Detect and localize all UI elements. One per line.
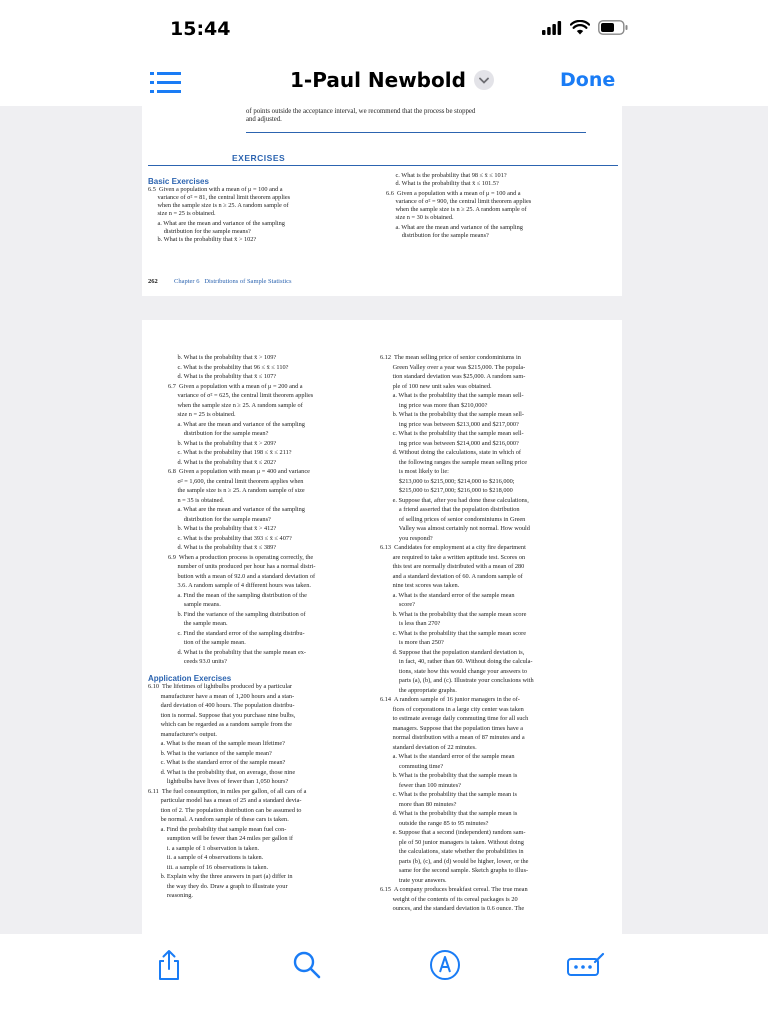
page-text-line: 6.7 Given a population with a mean of μ = 200 and a [168, 382, 303, 390]
document-viewer[interactable] [0, 106, 768, 934]
bottom-toolbar [0, 934, 768, 1024]
page-text-line: are required to take a written aptitude test. Scores on [380, 553, 526, 561]
page-text-line: $215,000 to $217,000; $216,000 to $218,000 [380, 487, 513, 494]
page-text-line: variance of σ² = 900, the central limit theorem applies [386, 198, 532, 205]
chapter-footer: Chapter 6 Distributions of Sample Statistics [174, 278, 292, 285]
page-text-line: c. What is the standard error of the sample mean? [148, 759, 286, 766]
page-text-line: and a standard deviation of 60. A random sample of [380, 572, 523, 580]
page-text-line: the following ranges the sample mean selling price [380, 458, 528, 466]
page-text-line: the way they do. Draw a graph to illustrate your [148, 882, 288, 890]
page-text-line: c. What is the probability that 198 ≤ x̄ ≤ 211? [168, 449, 292, 456]
page-text-line: the calculations, state whether the probabilities in [380, 848, 524, 855]
page-text-line: b. Find the variance of the sampling distribution of [168, 610, 306, 618]
page-text-line: 6.13 Candidates for employment at a city fire department [380, 544, 526, 551]
page-text-line: b. What is the probability that the sample mean sell- [380, 411, 524, 418]
page-text-line: c. What is the probability that the sample mean score [380, 629, 527, 637]
page-text-line: tions, state how this would change your answers to [380, 667, 528, 675]
page-text-line: score? [380, 601, 415, 608]
share-icon [156, 949, 182, 981]
page-text-line: 6.8 Given a population with mean μ = 400 and variance [168, 468, 310, 475]
page-text-line: tion of the sample mean. [168, 639, 246, 646]
page-text-line: tion of 2. The population distribution can be assumed to [148, 806, 302, 814]
page-text-line: sample means. [168, 601, 221, 608]
page-text-line: more than 80 minutes? [380, 800, 457, 808]
page-text-line: commuting time? [380, 762, 444, 770]
page-text-line: d. What is the probability that the sample mean ex- [168, 648, 307, 656]
page-text-line: b. What is the probability that the sample mean score [380, 610, 527, 618]
divider [148, 165, 618, 166]
page-text-line: a. What are the mean and variance of the sampling [148, 220, 285, 227]
status-icons [542, 20, 628, 35]
page-text-line: a. Find the probability that sample mean fuel con- [148, 825, 287, 833]
page-text-line: weight of the contents of its cereal packages is 20 [380, 895, 518, 903]
page-text-line: particular model has a mean of 25 and a standard devia- [148, 797, 302, 804]
page-text-line: same for the second sample. Sketch graphs to illus- [380, 867, 529, 874]
battery-icon [598, 20, 628, 35]
page-text-line: in fact, 40, rather than 60. Without doing the calcula- [380, 658, 533, 665]
navigation-bar [0, 60, 768, 106]
page-text-line: c. What is the probability that 96 ≤ x̄ ≤ 110? [168, 363, 289, 371]
page-text-line: reasoning. [148, 892, 193, 899]
page-text-line: ple of 50 junior managers is taken. Without doing [380, 838, 524, 846]
page-text-line: 6.9 When a production process is operating correctly, the [168, 553, 314, 561]
page-text-line: lightbulbs have lives of fewer than 1,050 hours? [148, 778, 289, 785]
page-text-line: d. What is the probability that x̄ ≤ 389? [168, 544, 277, 551]
page-text-line: distribution for the sample means? [386, 232, 489, 239]
page-text-line: 6.5 Given a population with a mean of μ = 100 and a [148, 186, 283, 193]
page-text-line: 6.15 A company produces breakfast cereal. The true mean [380, 886, 528, 893]
page-text-line: b. What is the probability that x̄ > 412? [168, 525, 277, 532]
page-text-line: this test are normally distributed with a mean of 280 [380, 563, 525, 570]
page-text-line: when the sample size n ≥ 25. A random sample of [168, 401, 303, 409]
page-text-line: ing price was more than $210,000? [380, 401, 488, 409]
done-button[interactable]: Done [560, 69, 616, 91]
page-text-line: d. What is the probability that x̄ ≤ 101.5? [386, 180, 499, 187]
page-text-line: a. What is the mean of the sample mean lifetime? [148, 740, 285, 747]
page-text-line: variance of σ² = 81, the central limit theorem applies [148, 194, 291, 201]
page-text-line: you respond? [380, 534, 433, 542]
page-text-line: b. Explain why the three answers in part (a) differ in [148, 873, 293, 880]
page-text-line: c. What is the probability that the sample mean is [380, 791, 517, 798]
page-text-line: a. What are the mean and variance of the sampling [168, 420, 305, 428]
page-text-line: parts (b), (c), and (d) would be higher, lower, or the [380, 857, 529, 865]
page-text-line: of points outside the acceptance interval, we recommend that the process be stopped [246, 108, 476, 115]
page-text-line: tion standard deviation was $25,000. A random sam- [380, 373, 526, 380]
page-text-line: e. Suppose that, after you had done these calculations, [380, 496, 529, 504]
page-text-line: σ² = 1,600, the central limit theorem applies when [168, 477, 304, 485]
page-text-line: b. What is the probability that x̄ > 109? [168, 354, 277, 361]
page-text-line: of selling prices of senior condominiums in Green [380, 515, 526, 523]
page-text-line: tion is normal. Suppose that you purchase nine bulbs, [148, 711, 296, 719]
page-text-line: the sample size is n ≥ 25. A random sample of size [168, 487, 305, 494]
page-text-line: standard deviation of 22 minutes. [380, 743, 477, 751]
page-text-line: a. What is the probability that the sample mean sell- [380, 392, 524, 399]
page-text-line: Valley was almost certainly not normal. How would [380, 525, 530, 532]
page-text-line: 3.6. A random sample of 4 different hours was taken. [168, 582, 311, 589]
status-bar [0, 0, 768, 60]
outline-list-button[interactable] [148, 68, 184, 98]
page-text-line: d. What is the probability that x̄ ≤ 202? [168, 458, 277, 466]
page-text-line: the sample mean. [168, 620, 228, 627]
page-text-line: d. Without doing the calculations, state in which of [380, 449, 521, 456]
cellular-signal-icon [542, 21, 562, 35]
page-text-line: distribution for the sample means? [148, 228, 251, 235]
page-text-line: variance of σ² = 625, the central limit theorem applies [168, 392, 314, 399]
page-text-line: c. What is the probability that 98 ≤ x̄ ≤ 101? [386, 172, 507, 179]
page-text-line: which can be regarded as a random sample from the [148, 721, 292, 728]
page-text-line: 6.6 Given a population with a mean of μ = 100 and a [386, 190, 521, 197]
page-text-line: iii. a sample of 16 observations is taken. [148, 863, 269, 871]
share-button[interactable] [152, 948, 186, 982]
markup-button[interactable] [428, 948, 462, 982]
page-text-line: c. Find the standard error of the sampling distribu- [168, 629, 305, 637]
page-text-line: a friend asserted that the population distribution [380, 506, 520, 513]
list-icon [148, 68, 184, 98]
page-text-line: outside the range 85 to 95 minutes? [380, 819, 489, 827]
page-text-line: when the sample size is n ≥ 25. A random sample of [148, 202, 289, 209]
page-text-line: is less than 270? [380, 620, 441, 627]
page-text-line: ounces, and the standard deviation is 0.6 ounce. The [380, 905, 525, 912]
pdf-page-262 [142, 106, 622, 296]
chevron-down-icon [474, 70, 494, 90]
page-text-line: sumption will be fewer than 24 miles per gallon if [148, 835, 293, 842]
application-exercises-heading: Application Exercises [148, 674, 232, 683]
exercises-heading: EXERCISES [232, 153, 286, 163]
page-number: 262 [148, 278, 158, 285]
status-time: 15:44 [170, 18, 231, 40]
page-text-line: ceeds 93.0 units? [168, 658, 227, 665]
page-text-line: a. What are the mean and variance of the sampling [386, 224, 523, 231]
wifi-icon [570, 20, 590, 35]
divider [246, 132, 586, 133]
page-text-line: Green Valley over a year was $215,000. The popula- [380, 363, 526, 371]
page-text-line: 6.10 The lifetimes of lightbulbs produced by a particular [148, 683, 292, 690]
page-text-line: d. What is the probability that, on average, those nine [148, 768, 296, 776]
document-title: 1-Paul Newbold [290, 68, 466, 92]
pdf-page-263 [142, 320, 622, 934]
basic-exercises-heading: Basic Exercises [148, 177, 209, 186]
document-title-menu[interactable] [290, 68, 494, 92]
page-text-line: be normal. A random sample of these cars is taken. [148, 816, 289, 823]
page-text-line: d. Suppose that the population standard deviation is, [380, 648, 525, 656]
page-text-line: dard deviation of 400 hours. The population distribu- [148, 702, 295, 709]
page-text-line: a. What is the standard error of the sample mean [380, 591, 515, 599]
page-text-line: size n = 30 is obtained. [386, 214, 454, 221]
page-text-line: a. What is the standard error of the sample mean [380, 753, 515, 760]
search-icon [292, 950, 322, 980]
page-text-line: c. What is the probability that the sample mean sell- [380, 430, 524, 437]
page-text-line: is most likely to lie: [380, 468, 449, 475]
page-text-line: manufacturer have a mean of 1,200 hours and a stan- [148, 692, 295, 700]
page-text-line: ing price was between $213,000 and $217,000? [380, 420, 519, 428]
page-text-line: fices of corporations in a large city center was taken [380, 705, 524, 713]
search-button[interactable] [290, 948, 324, 982]
page-text-line: when the sample size is n ≥ 25. A random sample of [386, 206, 527, 213]
page-text-line: is more than 250? [380, 639, 444, 646]
page-text-line: managers. Suppose that the population times have a [380, 724, 524, 732]
page-text-line: normal distribution with a mean of 87 minutes and a [380, 734, 525, 741]
page-text-line: size n = 25 is obtained. [148, 210, 216, 217]
page-text-line: b. What is the probability that the sample mean is [380, 772, 518, 779]
page-text-line: distribution for the sample mean? [168, 430, 269, 437]
page-text-line: manufacturer's output. [148, 730, 217, 738]
page-text-line: b. What is the variance of the sample mean? [148, 749, 272, 757]
page-text-line: trate your answers. [380, 876, 447, 884]
page-text-line: number of units produced per hour has a normal distri- [168, 563, 316, 570]
page-text-line: and adjusted. [246, 116, 282, 123]
page-text-line: 6.12 The mean selling price of senior condominiums in [380, 354, 521, 361]
more-button[interactable] [566, 948, 606, 982]
page-text-line: nine test scores was taken. [380, 582, 460, 589]
page-text-line: bution with a mean of 92.0 and a standard deviation of [168, 572, 316, 580]
page-text-line: d. What is the probability that the sample mean is [380, 810, 518, 817]
page-text-line: i. a sample of 1 observation is taken. [148, 844, 260, 852]
page-text-line: parts (a), (b), and (c). Illustrate your conclusions with [380, 677, 534, 684]
page-text-line: 6.14 A random sample of 16 junior managers in the of- [380, 696, 520, 703]
page-text-line: size n = 25 is obtained. [168, 411, 236, 418]
markup-icon [429, 949, 461, 981]
page-text-line: to estimate average daily commuting time for all such [380, 715, 529, 722]
page-text-line: fewer than 100 minutes? [380, 781, 461, 789]
page-text-line: e. Suppose that a second (independent) random sam- [380, 829, 526, 836]
page-text-line: distribution for the sample means? [168, 515, 271, 523]
page-text-line: ii. a sample of 4 observations is taken. [148, 854, 264, 861]
page-text-line: 6.11 The fuel consumption, in miles per gallon, of all cars of a [148, 787, 307, 795]
page-text-line: d. What is the probability that x̄ ≤ 107? [168, 373, 277, 380]
page-text-line: c. What is the probability that 393 ≤ x̄ ≤ 407? [168, 534, 292, 542]
page-text-line: n = 35 is obtained. [168, 496, 225, 504]
page-text-line: ple of 100 new unit sales was obtained. [380, 382, 492, 390]
page-text-line: b. What is the probability that x̄ > 209? [168, 439, 277, 447]
more-icon [566, 951, 606, 979]
page-text-line: a. Find the mean of the sampling distribution of the [168, 591, 307, 599]
page-text-line: $213,000 to $215,000; $214,000 to $216,000; [380, 477, 515, 485]
page-text-line: the appropriate graphs. [380, 686, 457, 694]
page-text-line: b. What is the probability that x̄ > 102? [148, 236, 257, 243]
page-text-line: a. What are the mean and variance of the sampling [168, 506, 305, 513]
page-text-line: ing price was between $214,000 and $216,000? [380, 439, 519, 447]
